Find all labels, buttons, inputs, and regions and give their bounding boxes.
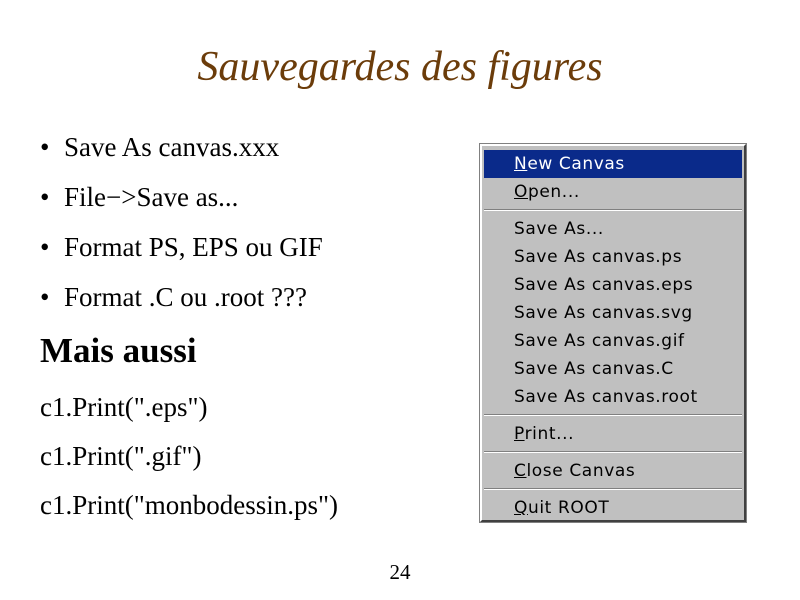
bullet-item <box>40 175 323 225</box>
menu-item-label: lose Canvas <box>526 461 636 481</box>
menu-separator <box>484 451 742 453</box>
bullet-item <box>40 225 323 275</box>
bullet-text: Format .C ou .root ??? <box>64 282 307 312</box>
menu-item-label: uit ROOT <box>527 498 610 518</box>
menu-item-save-as-gif[interactable]: Save As canvas.gif <box>514 331 685 351</box>
bullet-dot: • <box>40 282 50 312</box>
menu-item-label: rint... <box>524 424 575 444</box>
file-menu <box>480 144 746 522</box>
bullet-dot: • <box>40 132 50 162</box>
menu-separator <box>484 209 742 211</box>
menu-mnemonic: P <box>514 424 525 444</box>
code-line-list <box>40 385 338 532</box>
bullet-text: Save As canvas.xxx <box>64 132 280 162</box>
code-line: c1.Print("monbodessin.ps") <box>40 490 339 520</box>
menu-item-new-canvas[interactable] <box>484 150 742 178</box>
menu-item-close-canvas[interactable] <box>484 457 742 485</box>
bullet-dot: • <box>40 232 50 262</box>
menu-separator <box>484 414 742 416</box>
menu-item-save-as-eps[interactable]: Save As canvas.eps <box>514 275 694 295</box>
subhead: Mais aussi <box>40 331 197 370</box>
bullet-item <box>40 275 323 325</box>
menu-item-save-as-c[interactable]: Save As canvas.C <box>514 359 674 379</box>
bullet-list <box>40 125 323 325</box>
page-number: 24 <box>389 560 411 584</box>
bullet-text: Format PS, EPS ou GIF <box>64 232 323 262</box>
slide-title: Sauvegardes des figures <box>197 44 603 90</box>
menu-item-quit-root[interactable] <box>484 494 742 522</box>
code-line: c1.Print(".eps") <box>40 392 208 422</box>
bullet-item <box>40 125 323 175</box>
code-line: c1.Print(".gif") <box>40 441 202 471</box>
menu-item-save-as-svg[interactable]: Save As canvas.svg <box>514 303 693 323</box>
menu-item-print[interactable] <box>484 420 742 448</box>
menu-mnemonic: N <box>514 154 528 174</box>
menu-mnemonic: C <box>514 461 527 481</box>
menu-item-save-as-ps[interactable]: Save As canvas.ps <box>514 247 683 267</box>
bullet-text: File−>Save as... <box>64 182 239 212</box>
bullet-dot: • <box>40 182 50 212</box>
menu-mnemonic: O <box>514 182 528 202</box>
menu-mnemonic: Q <box>514 498 528 518</box>
menu-item-open[interactable] <box>484 178 742 206</box>
menu-item-save-as[interactable]: Save As... <box>514 219 604 239</box>
menu-item-label: pen... <box>527 182 580 202</box>
menu-item-save-as-root[interactable]: Save As canvas.root <box>514 387 698 407</box>
menu-item-label: ew Canvas <box>527 154 625 174</box>
menu-separator <box>484 488 742 490</box>
